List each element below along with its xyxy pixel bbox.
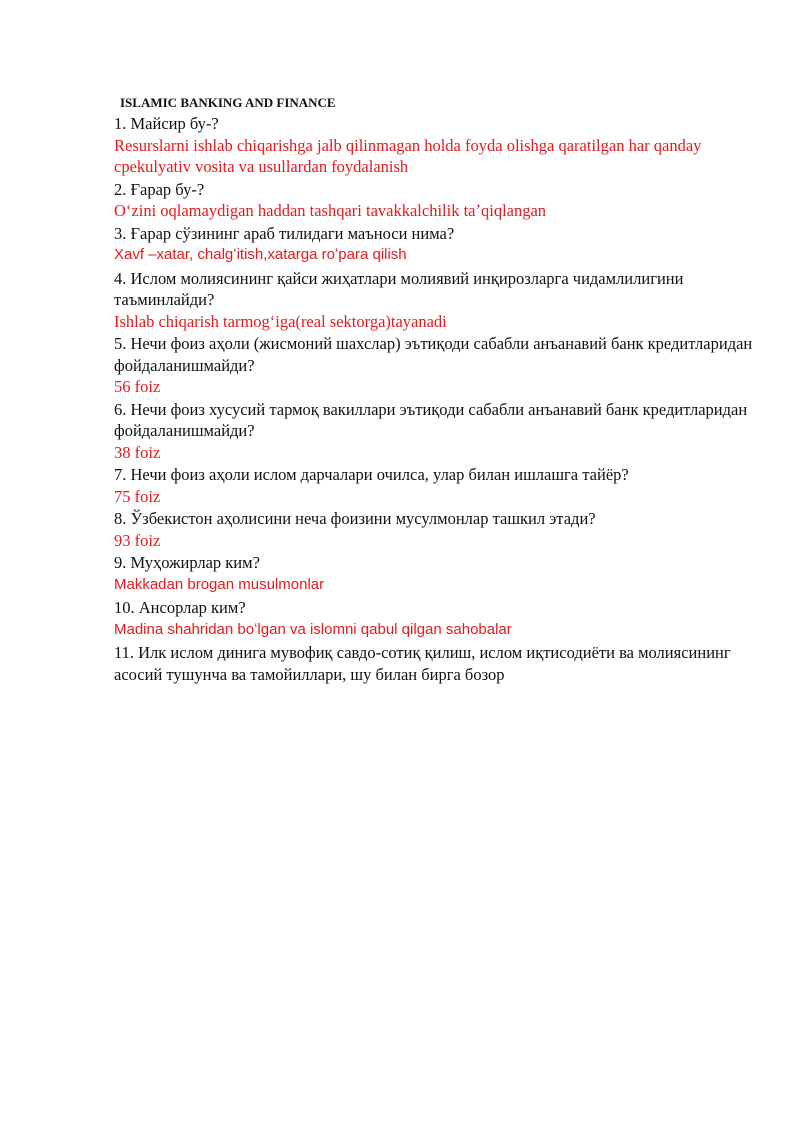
question-11: 11. Илк ислом динига мувофиқ савдо-сотиқ қилиш, ислом иқтисодиёти ва молиясининг асосий тушунча ва тамойиллари, шу билан бирга бозор [114,643,731,684]
question-7: 7. Нечи фоиз аҳоли ислом дарчалари очилса, улар билан ишлашга тайёр? [114,465,629,484]
qa-list [114,113,754,685]
answer-6: 38 foiz [114,442,161,462]
answer-2: Oʻzini oqlamaydigan haddan tashqari tavakkalchilik taʼqiqlangan [114,201,547,220]
question-5: 5. Нечи фоиз аҳоли (жисмоний шахслар) эътиқоди сабабли анъанавий банк кредитларидан фойдаланишмайди? [114,334,753,375]
answer-7: 75 foiz [114,486,161,506]
answer-4: Ishlab chiqarish tarmogʻiga(real sektorga)tayanadi [114,311,447,331]
answer-3: Xavf –xatar, chalgʻitish,xatarga roʻpara qilish [114,246,407,263]
question-1: 1. Майсир бу-? [114,114,219,133]
answer-9: Makkadan brogan musulmonlar [114,575,325,593]
question-2: 2. Ғарар бу-? [114,179,205,199]
answer-8: 93 foiz [114,530,161,550]
answer-5: 56 foiz [114,377,161,396]
question-8: 8. Ўзбекистон аҳолисини неча фоизини мусулмонлар ташкил этади? [114,509,596,528]
question-10: 10. Ансорлар ким? [114,598,246,617]
question-3: 3. Ғарар сўзининг араб тилидаги маъноси нима? [114,223,455,243]
answer-10: Madina shahridan boʻlgan va islomni qabul qilgan sahobalar [114,620,512,638]
document-title: ISLAMIC BANKING AND FINANCE [120,95,336,110]
question-6: 6. Нечи фоиз хусусий тармоқ вакиллари эътиқоди сабабли анъанавий банк кредитларидан фойдаланишмайди? [114,399,748,440]
question-9: 9. Муҳожирлар ким? [114,553,260,572]
question-4: 4. Ислом молиясининг қайси жиҳатлари молиявий инқирозларга чидамлилигини таъминлайди? [114,268,684,309]
answer-1: Resurslarni ishlab chiqarishga jalb qilinmagan holda foyda olishga qaratilgan har qanday cpekulyativ vosita va usullardan foydalanish [114,135,702,176]
